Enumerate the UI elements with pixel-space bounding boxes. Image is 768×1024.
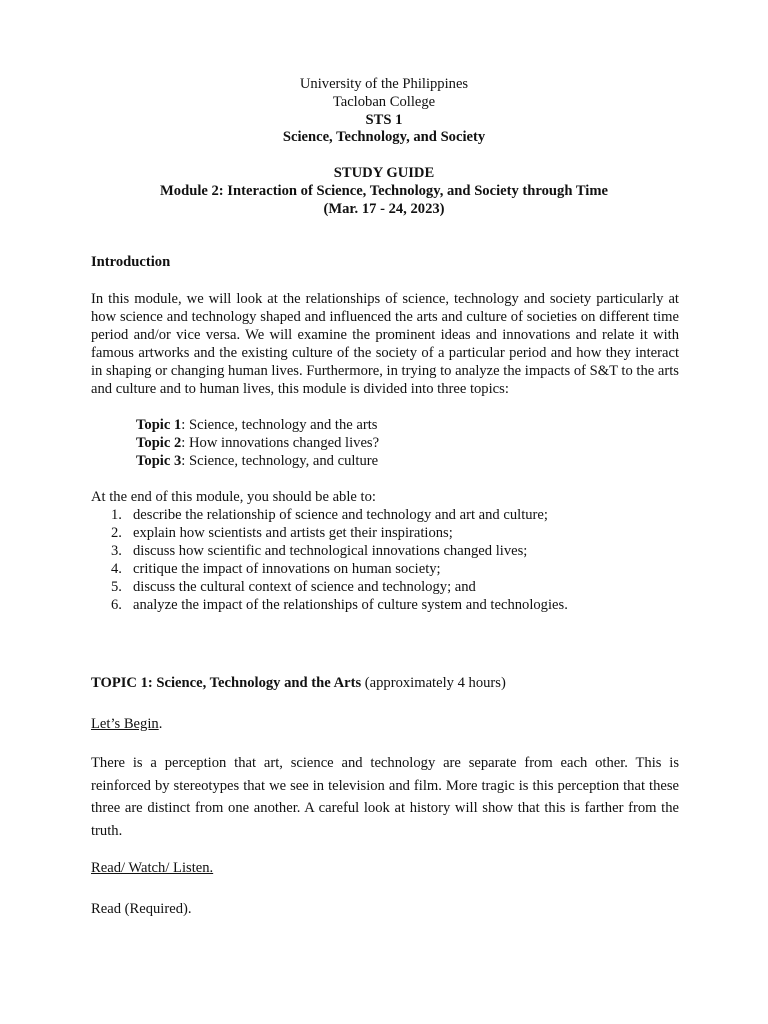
topic1-title: TOPIC 1: Science, Technology and the Arts (91, 675, 362, 691)
lets-begin-heading: Let’s Begin (91, 716, 159, 732)
objective-item (91, 596, 679, 614)
objective-number: 3. (111, 543, 122, 559)
topic-label: Topic 1 (136, 417, 182, 433)
course-title: Science, Technology, and Society (282, 129, 486, 146)
objective-number: 1. (111, 507, 122, 523)
lets-begin-period: . (158, 716, 163, 732)
objective-text: discuss the cultural context of science and technology; and (133, 579, 476, 595)
objective-item (91, 560, 679, 578)
topic1-duration: (approximately 4 hours) (361, 675, 506, 691)
college-name: Tacloban College (332, 93, 436, 110)
objective-text: explain how scientists and artists get their inspirations; (133, 525, 453, 541)
topic-text: : Science, technology and the arts (181, 417, 378, 433)
document-header (0, 76, 768, 218)
objective-item (91, 542, 679, 560)
introduction-heading: Introduction (91, 254, 171, 270)
topic-item (136, 452, 379, 470)
objective-number: 2. (111, 525, 122, 541)
read-watch-listen-heading (91, 859, 679, 877)
objective-text: discuss how scientific and technological innovations changed lives; (133, 543, 528, 559)
objectives-lead: At the end of this module, you should be able to: (91, 489, 376, 505)
header-spacer (0, 147, 768, 165)
topic-item (136, 434, 379, 452)
objective-text: describe the relationship of science and technology and art and culture; (133, 507, 548, 523)
module-title: Module 2: Interaction of Science, Technology, and Society through Time (160, 182, 608, 199)
topic1-paragraph: There is a perception that art, science and technology are separate from each other. This is reinforced by stereotypes that we see in television and film. More tragic is this perception that these three are distinct from one another. A careful look at history will show that this is farther from the truth. (91, 755, 679, 839)
topic-label: Topic 2 (136, 435, 182, 451)
topic-text: : How innovations changed lives? (181, 435, 380, 451)
objective-number: 5. (111, 579, 122, 595)
topic-text: : Science, technology, and culture (181, 453, 379, 469)
objective-number: 4. (111, 561, 122, 577)
course-code: STS 1 (365, 111, 403, 128)
introduction-paragraph: In this module, we will look at the relationships of science, technology and society particularly at how science and technology shaped and influenced the arts and culture of societies on different time period and/or vice versa. We will examine the prominent ideas and innovations and relate it with famous artworks and the existing culture of the society of a particular period and how they interact in shaping or changing human lives. Furthermore, in trying to analyze the impacts of S&T to the arts and culture and to human lives, this module is divided into three topics: (91, 291, 679, 397)
objective-item (91, 578, 679, 596)
objective-text: analyze the impact of the relationships of culture system and technologies. (133, 597, 568, 613)
topics-list (136, 416, 379, 470)
objectives-list (91, 506, 679, 614)
topic1-heading (91, 674, 679, 692)
module-dates: (Mar. 17 - 24, 2023) (323, 200, 445, 217)
lets-begin-line (91, 715, 679, 733)
objective-number: 6. (111, 597, 122, 613)
university-name: University of the Philippines (299, 76, 469, 92)
topic-item (136, 416, 379, 434)
read-required-label: Read (Required). (91, 901, 192, 917)
topic-label: Topic 3 (136, 453, 182, 469)
objective-text: critique the impact of innovations on human society; (133, 561, 441, 577)
read-watch-listen-text: Read/ Watch/ Listen. (91, 860, 214, 876)
objectives-section (91, 488, 679, 614)
objective-item (91, 506, 679, 524)
study-guide-label: STUDY GUIDE (333, 164, 435, 181)
objective-item (91, 524, 679, 542)
